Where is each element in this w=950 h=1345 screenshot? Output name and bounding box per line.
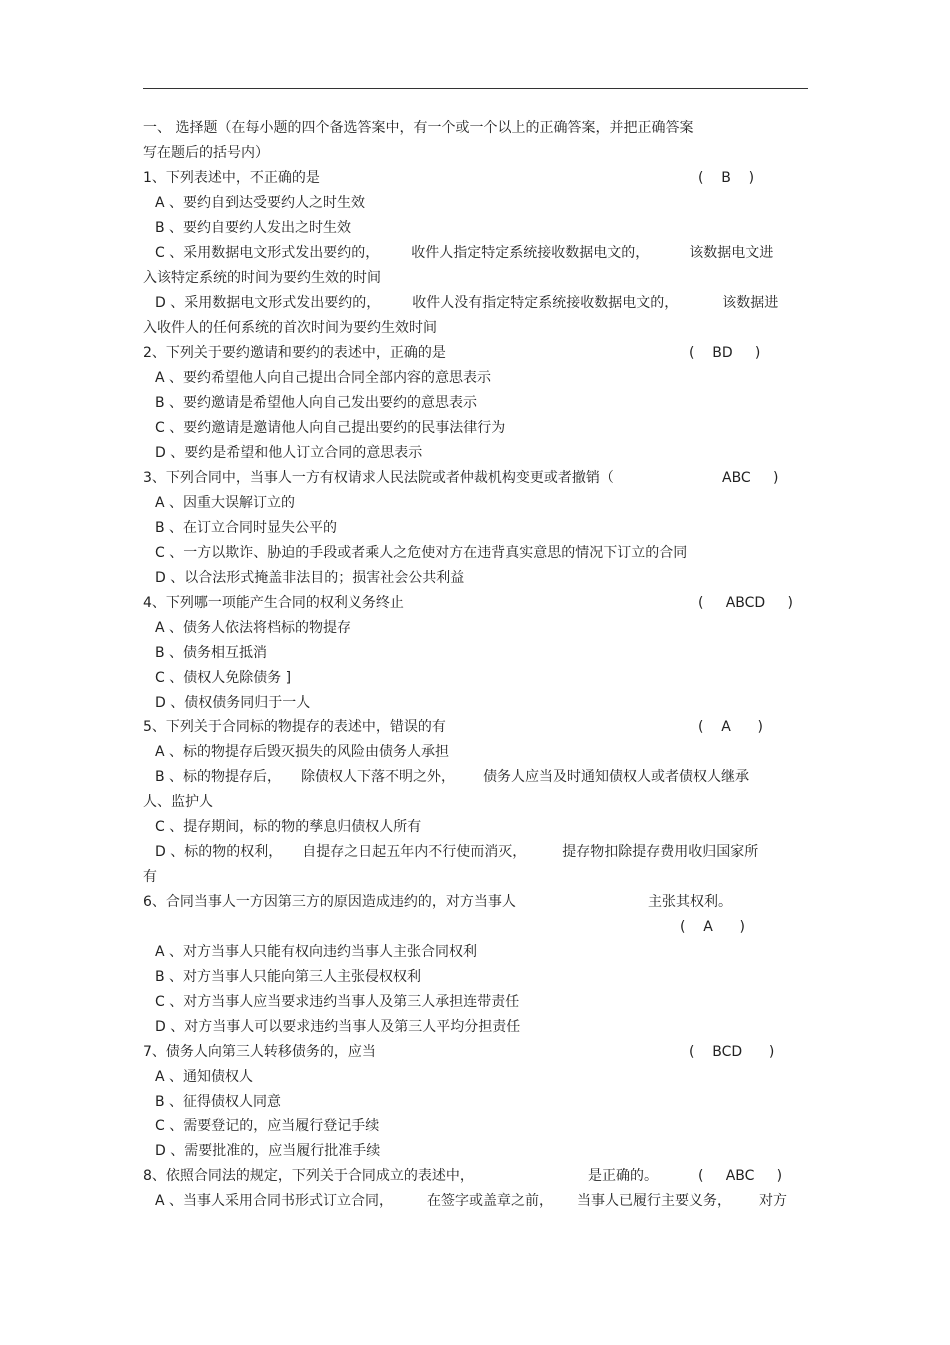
question-1-answer: ( B ) (698, 170, 755, 186)
question-3-option-d: D 、以合法形式掩盖非法目的；损害社会公共利益 (155, 570, 465, 586)
question-1-option-c: C 、采用数据电文形式发出要约的， 收件人指定特定系统接收数据电文的， 该数据电文进 (155, 245, 774, 261)
question-4-option-b: B 、债务相互抵消 (155, 645, 268, 661)
question-5-option-d-cont: 有 (143, 869, 157, 885)
question-7-option-b: B 、征得债权人同意 (155, 1094, 282, 1110)
question-6-answer-line (143, 915, 813, 940)
question-6-option-c: C 、对方当事人应当要求违约当事人及第三人承担连带责任 (155, 994, 520, 1010)
question-3-stem: 3、下列合同中，当事人一方有权请求人民法院或者仲裁机构变更或者撤销（ ABC ) (143, 466, 813, 491)
question-7-option-d: D 、需要批准的，应当履行批准手续 (155, 1143, 381, 1159)
question-2-option-c: C 、要约邀请是邀请他人向自己提出要约的民事法律行为 (155, 420, 506, 436)
question-7-option-c: C 、需要登记的，应当履行登记手续 (155, 1118, 380, 1134)
section-heading-cont: 写在题后的括号内） (143, 145, 269, 161)
question-3-answer: ABC ) (722, 470, 779, 486)
question-1-option-d: D 、采用数据电文形式发出要约的， 收件人没有指定特定系统接收数据电文的， 该数据进 (155, 295, 779, 311)
question-8-answer: ( ABC ) (698, 1168, 783, 1184)
question-4-stem: 4、下列哪一项能产生合同的权利义务终止 ( ABCD ) (143, 591, 813, 616)
question-5-stem: 5、下列关于合同标的物提存的表述中，错误的有 ( A ) (143, 715, 813, 740)
question-2-option-d: D 、要约是希望和他人订立合同的意思表示 (155, 445, 423, 461)
question-5-option-c: C 、提存期间，标的物的孳息归债权人所有 (155, 819, 422, 835)
question-5-option-b-cont: 人、监护人 (143, 794, 213, 810)
question-2-stem: 2、下列关于要约邀请和要约的表述中，正确的是 ( BD ) (143, 341, 813, 366)
question-1-option-c-cont: 入该特定系统的时间为要约生效的时间 (143, 270, 381, 286)
question-3-option-b: B 、在订立合同时显失公平的 (155, 520, 338, 536)
question-4-option-d: D 、债权债务同归于一人 (155, 695, 311, 711)
question-6-answer: ( A ) (680, 919, 746, 935)
question-6-option-b: B 、对方当事人只能向第三人主张侵权权利 (155, 969, 422, 985)
section-heading: 一、 选择题（在每小题的四个备选答案中，有一个或一个以上的正确答案，并把正确答案 (143, 120, 694, 136)
question-5-option-d: D 、标的物的权利， 自提存之日起五年内不行使而消灭， 提存物扣除提存费用收归国家所 (155, 844, 759, 860)
question-2-option-a: A 、要约希望他人向自己提出合同全部内容的意思表示 (155, 370, 492, 386)
question-7-option-a: A 、通知债权人 (155, 1069, 254, 1085)
question-4-option-c: C 、债权人免除债务 ] (155, 670, 292, 686)
question-7-stem: 7、债务人向第三人转移债务的，应当 ( BCD ) (143, 1040, 813, 1065)
question-2-answer: ( BD ) (689, 345, 761, 361)
question-3-option-c: C 、一方以欺诈、胁迫的手段或者乘人之危使对方在违背真实意思的情况下订立的合同 (155, 545, 688, 561)
question-1-option-a: A 、要约自到达受要约人之时生效 (155, 195, 366, 211)
question-2-option-b: B 、要约邀请是希望他人向自己发出要约的意思表示 (155, 395, 478, 411)
question-1-option-b: B 、要约自要约人发出之时生效 (155, 220, 352, 236)
question-4-answer: ( ABCD ) (698, 595, 793, 611)
question-8-stem: 8、依照合同法的规定，下列关于合同成立的表述中， 是正确的。 ( ABC ) (143, 1164, 813, 1189)
question-1-option-d-cont: 入收件人的任何系统的首次时间为要约生效时间 (143, 320, 437, 336)
header-rule (143, 88, 808, 89)
question-8-option-a: A 、当事人采用合同书形式订立合同， 在签字或盖章之前， 当事人已履行主要义务， 对方 (155, 1193, 788, 1209)
question-7-answer: ( BCD ) (689, 1044, 775, 1060)
question-1-stem: 1、下列表述中，不正确的是 ( B ) (143, 166, 813, 191)
question-3-option-a: A 、因重大误解订立的 (155, 495, 296, 511)
question-6-option-a: A 、对方当事人只能有权向违约当事人主张合同权利 (155, 944, 478, 960)
question-5-option-b: B 、标的物提存后， 除债权人下落不明之外， 债务人应当及时通知债权人或者债权人继承 (155, 769, 750, 785)
question-5-option-a: A 、标的物提存后毁灭损失的风险由债务人承担 (155, 744, 450, 760)
question-6-stem: 6、合同当事人一方因第三方的原因造成违约的，对方当事人 主张其权利。 (143, 894, 732, 910)
question-6-option-d: D 、对方当事人可以要求违约当事人及第三人平均分担责任 (155, 1019, 521, 1035)
question-5-answer: ( A ) (698, 719, 764, 735)
question-4-option-a: A 、债务人依法将档标的物提存 (155, 620, 352, 636)
